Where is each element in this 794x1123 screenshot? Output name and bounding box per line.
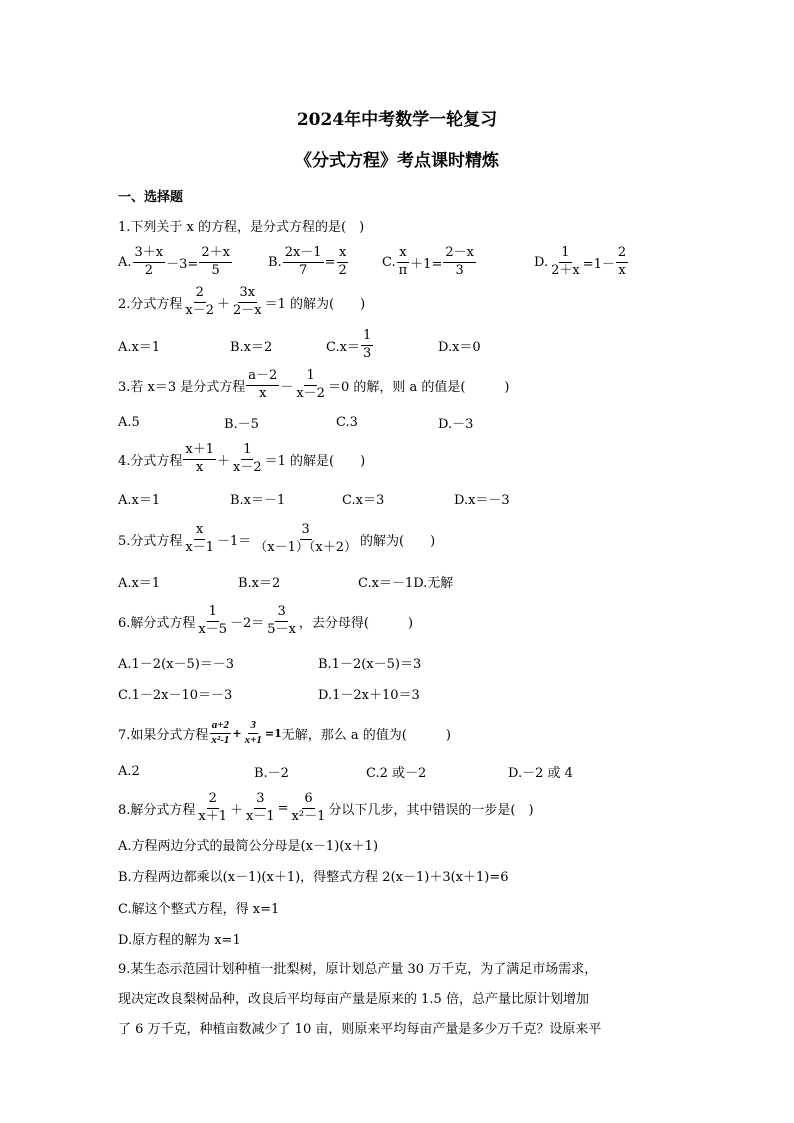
numerator: a－2 [246, 368, 279, 385]
question-7-stem [118, 713, 451, 753]
option-label: C.x＝ [326, 339, 360, 355]
numerator: 2 [207, 791, 219, 808]
option-a: A.2 [118, 764, 140, 779]
option-b: B.－5 [224, 417, 259, 432]
question-4-options [118, 489, 510, 508]
question-9-line-3: 了 6 万千克，种植亩数减少了 10 亩，则原来平均每亩产量是多少万千克？设原来平 [118, 1022, 602, 1037]
denominator: 2－x [233, 302, 262, 318]
question-1-stem: 1.下列关于 x 的方程，是分式方程的是( ) [118, 220, 365, 235]
operator: =1 [264, 726, 282, 740]
denominator: x [196, 459, 204, 475]
option-label: C. [382, 254, 396, 270]
numerator: 1 [304, 368, 316, 385]
fraction [361, 328, 373, 362]
numerator: 6 [302, 791, 314, 808]
section-heading: 一、选择题 [118, 190, 184, 205]
stem-text: 分以下几步，其中错误的一步是( ) [328, 802, 534, 818]
fraction [549, 245, 582, 279]
denominator: x－5 [198, 621, 228, 637]
stem-text: ＝0 的解，则 a 的值是( ) [327, 379, 510, 395]
numerator: 1 [361, 328, 373, 345]
numerator: a+2 [210, 719, 231, 734]
numerator: x [397, 245, 408, 262]
numerator: 3x [238, 285, 258, 302]
question-6-options-row2 [118, 684, 420, 703]
operator: －2＝ [230, 615, 265, 631]
question-6-stem [118, 601, 413, 641]
operator: = [277, 800, 289, 816]
stem-text: 8.解分式方程 [118, 802, 196, 818]
numerator: 3＋x [133, 245, 166, 262]
operator: －1＝ [217, 533, 252, 549]
option-d: D.1－2x＋10＝3 [318, 688, 420, 703]
question-8-option-c: C.解这个整式方程，得 x=1 [118, 902, 280, 917]
option-b: B.x＝2 [230, 339, 273, 355]
denominator: x²-1 [211, 733, 230, 746]
option-c [326, 328, 438, 362]
denominator: 2＋x [551, 262, 580, 278]
fraction [183, 522, 216, 556]
option-a: A.5 [118, 415, 140, 430]
fraction [252, 522, 359, 556]
option-b: B.－2 [254, 766, 289, 781]
fraction [183, 285, 216, 319]
fraction [196, 604, 229, 638]
question-9-line-1: 9.某生态示范园计划种植一批梨树，原计划总产量 30 万千克，为了满足市场需求， [118, 962, 598, 977]
option-b: B.x＝2 [238, 576, 281, 591]
denominator: 2 [338, 262, 347, 278]
option-c: C.x＝3 [342, 493, 385, 508]
operator: ＋ [217, 296, 231, 312]
numerator: 2－x [443, 245, 476, 262]
question-3-options [118, 413, 473, 432]
fraction [209, 719, 231, 748]
numerator: 3 [275, 604, 287, 621]
stem-text: ，去分母得( ) [298, 615, 414, 631]
option-d: D.－2 或 4 [508, 766, 573, 781]
fraction [243, 719, 264, 748]
fraction [290, 791, 328, 825]
doc-title: 2024年中考数学一轮复习 [296, 110, 498, 130]
operator: = [324, 254, 336, 270]
question-1-options [118, 242, 629, 282]
option-c: C.2 或－2 [366, 766, 427, 781]
question-9-line-2: 现决定改良梨树品种，改良后平均每亩产量是原来的 1.5 倍，总产量比原计划增加 [118, 992, 589, 1007]
denominator: 3 [455, 262, 464, 278]
denominator: 5 [211, 262, 220, 278]
denominator: x－2 [296, 385, 325, 401]
operator: －3= [166, 256, 199, 272]
stem-text: ＝1 的解是( ) [264, 453, 366, 469]
denominator: x－2 [185, 302, 215, 318]
numerator: 1 [559, 245, 571, 262]
fraction [133, 245, 166, 279]
denominator: 3 [362, 345, 372, 361]
denominator: x²－1 [291, 808, 326, 824]
option-a: A.x＝1 [118, 576, 161, 591]
operator: =1－ [582, 256, 615, 272]
denominator: 5－x [267, 621, 296, 637]
fraction [616, 245, 628, 279]
option-c [382, 245, 534, 279]
stem-text: 5.分式方程 [118, 533, 183, 549]
fraction [231, 285, 264, 319]
option-b: B.1－2(x－5)＝3 [318, 657, 422, 672]
question-8-option-a: A.方程两边分式的最简公分母是(x－1)(x＋1) [118, 839, 379, 854]
option-b: B.x＝－1 [230, 493, 286, 508]
option-d: D.x＝0 [438, 339, 481, 355]
option-label: D. [534, 254, 549, 270]
stem-text: 6.解分式方程 [118, 615, 196, 631]
denominator: （x－1）（x＋2） [254, 539, 358, 555]
question-8-option-b: B.方程两边都乘以(x－1)(x＋1)，得整式方程 2(x－1)＋3(x＋1)=6 [118, 870, 509, 885]
fraction [397, 245, 410, 279]
denominator: x+1 [244, 733, 262, 746]
operator: － [280, 379, 294, 395]
numerator: x [194, 522, 205, 539]
denominator: x [618, 262, 626, 278]
operator: ＋ [217, 453, 231, 469]
operator: ＋1= [410, 256, 443, 272]
question-8-option-d: D.原方程的解为 x=1 [118, 933, 241, 948]
fraction [265, 604, 298, 638]
doc-subtitle: 《分式方程》考点课时精炼 [295, 151, 499, 171]
fraction [244, 791, 277, 825]
question-6-options-row1 [118, 653, 421, 672]
question-5-stem [118, 519, 435, 559]
numerator: 2 [194, 285, 206, 302]
stem-text: 7.如果分式方程 [118, 727, 209, 743]
numerator: 1 [207, 604, 219, 621]
question-5-options [118, 572, 453, 591]
fraction [231, 442, 264, 476]
fraction [294, 368, 327, 402]
option-label: B. [268, 254, 282, 270]
stem-text: 的解为( ) [360, 533, 436, 549]
option-label: A. [118, 254, 132, 270]
operator: ＋ [230, 802, 244, 818]
denominator: 2 [144, 262, 153, 278]
stem-text: 2.分式方程 [118, 296, 183, 312]
question-7-options [118, 762, 573, 781]
denominator: x－1 [246, 808, 275, 824]
option-d [534, 245, 629, 279]
denominator: x [259, 385, 267, 401]
denominator: x－2 [233, 459, 262, 475]
fraction [443, 245, 476, 279]
stem-text: 3.若 x＝3 是分式方程 [118, 379, 246, 395]
option-a: A.x＝1 [118, 493, 161, 508]
question-3-stem [118, 365, 510, 405]
option-a [118, 245, 268, 279]
numerator: x＋1 [183, 442, 216, 459]
question-8-stem [118, 788, 534, 828]
numerator: 2x－1 [283, 245, 324, 262]
numerator: 3 [254, 791, 266, 808]
numerator: 3 [248, 719, 258, 734]
question-4-stem [118, 439, 365, 479]
denominator: x＋1 [198, 808, 228, 824]
option-d: D.－3 [438, 417, 474, 432]
fraction [336, 245, 348, 279]
option-b [268, 245, 382, 279]
fraction [196, 791, 229, 825]
denominator: 7 [298, 262, 308, 278]
option-d: D.x＝－3 [454, 493, 510, 508]
option-a: A.1－2(x－5)＝－3 [118, 657, 235, 672]
numerator: 2 [616, 245, 628, 262]
question-2-stem [118, 282, 365, 322]
option-c: C.3 [336, 415, 358, 430]
option-c: C.1－2x－10＝－3 [118, 688, 233, 703]
stem-text: ＝1 的解为( ) [264, 296, 366, 312]
operator: + [232, 726, 242, 740]
fraction [246, 368, 279, 402]
denominator: π [398, 262, 408, 278]
numerator: 1 [241, 442, 253, 459]
stem-text: 无解，那么 a 的值为( ) [281, 727, 451, 743]
denominator: x－1 [185, 539, 215, 555]
numerator: x [337, 245, 348, 262]
numerator: 2＋x [199, 245, 232, 262]
question-2-options [118, 325, 481, 365]
option-a: A.x＝1 [118, 339, 161, 355]
fraction [199, 245, 232, 279]
option-c: C.x＝－1D.无解 [358, 576, 454, 591]
fraction [283, 245, 324, 279]
numerator: 3 [300, 522, 312, 539]
stem-text: 4.分式方程 [118, 453, 183, 469]
fraction [183, 442, 216, 476]
